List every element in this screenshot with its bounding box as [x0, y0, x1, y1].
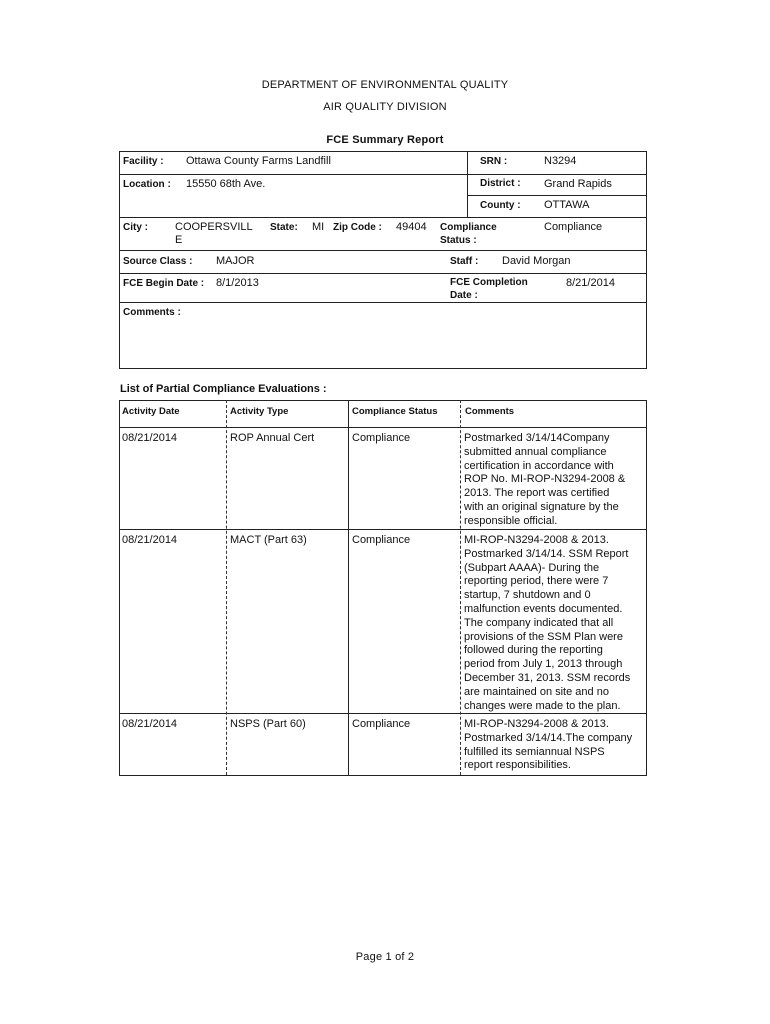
- col-header-activity-type: Activity Type: [230, 406, 289, 417]
- pce-section-title: List of Partial Compliance Evaluations :: [120, 383, 327, 395]
- comments-label: Comments :: [123, 307, 181, 318]
- fce-begin-date-value: 8/1/2013: [216, 277, 259, 289]
- col-header-comments: Comments: [465, 406, 515, 417]
- activity-date: 08/21/2014: [122, 432, 178, 444]
- srn-value: N3294: [544, 155, 577, 167]
- compliance-status: Compliance: [352, 534, 411, 546]
- comment-text: MI-ROP-N3294-2008 & 2013. Postmarked 3/14/14. SSM Report (Subpart AAAA)- During the reporting period, there were 7 startup, 7 shutdown and 0 malfunction events documented. The company indicated that all provisions of the SSM Plan were followed during the reporting period from July 1, 2013 through December 31, 2013. SSM records are maintained on site and no changes were made to the plan.: [464, 534, 631, 712]
- compliance-status-label-wrap: Status :: [440, 235, 477, 246]
- col-header-compliance-status: Compliance Status: [352, 406, 438, 417]
- activity-type: MACT (Part 63): [230, 534, 307, 546]
- source-class-label: Source Class :: [123, 256, 193, 267]
- page-number: Page 1 of 2: [355, 951, 415, 963]
- city-value-wrap: E: [175, 234, 183, 246]
- comment-text: Postmarked 3/14/14Company submitted annual compliance certification in accordance with ROP No. MI-ROP-N3294-2008 & 2013. The report was certified with an original signature by the responsible official.: [464, 432, 626, 527]
- location-label: Location :: [123, 179, 171, 190]
- district-value: Grand Rapids: [544, 178, 612, 190]
- city-value: COOPERSVILL: [175, 221, 253, 233]
- staff-label: Staff :: [450, 256, 479, 267]
- col-header-activity-date: Activity Date: [122, 406, 180, 417]
- department-heading: DEPARTMENT OF ENVIRONMENTAL QUALITY: [261, 79, 509, 91]
- compliance-status-label: Compliance: [440, 222, 497, 233]
- county-label: County :: [480, 200, 521, 211]
- district-label: District :: [480, 178, 521, 189]
- compliance-status-value: Compliance: [544, 221, 603, 233]
- facility-label: Facility :: [123, 156, 164, 167]
- fce-completion-date-label: FCE Completion: [450, 277, 528, 288]
- activity-type: NSPS (Part 60): [230, 718, 306, 730]
- location-value: 15550 68th Ave.: [186, 178, 266, 190]
- source-class-value: MAJOR: [216, 255, 255, 267]
- activity-date: 08/21/2014: [122, 718, 178, 730]
- activity-date: 08/21/2014: [122, 534, 178, 546]
- fce-begin-date-label: FCE Begin Date :: [123, 278, 205, 289]
- fce-completion-date-value: 8/21/2014: [566, 277, 615, 289]
- compliance-status: Compliance: [352, 432, 411, 444]
- compliance-status: Compliance: [352, 718, 411, 730]
- zip-code-label: Zip Code :: [333, 222, 382, 233]
- facility-value: Ottawa County Farms Landfill: [186, 155, 331, 167]
- zip-code-value: 49404: [396, 221, 427, 233]
- fce-completion-date-label-wrap: Date :: [450, 290, 478, 301]
- report-title: FCE Summary Report: [326, 134, 444, 146]
- county-value: OTTAWA: [544, 199, 590, 211]
- srn-label: SRN :: [480, 156, 508, 167]
- comment-text: MI-ROP-N3294-2008 & 2013. Postmarked 3/14/14.The company fulfilled its semiannual NSPS report responsibilities.: [464, 718, 633, 772]
- city-label: City :: [123, 222, 148, 233]
- division-heading: AIR QUALITY DIVISION: [323, 101, 447, 113]
- state-value: MI: [312, 221, 325, 233]
- staff-value: David Morgan: [502, 255, 571, 267]
- state-label: State:: [270, 222, 298, 233]
- activity-type: ROP Annual Cert: [230, 432, 315, 444]
